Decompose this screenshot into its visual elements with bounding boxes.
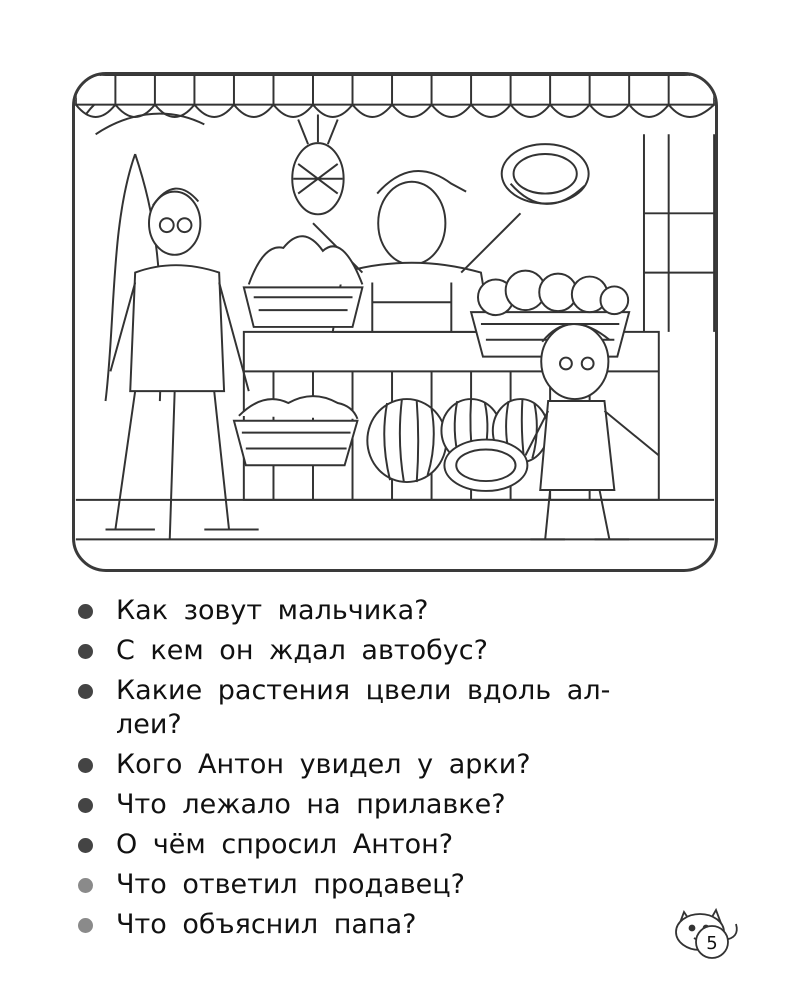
question-item [72,674,732,742]
question-text: О чём спросил Антон? [116,829,454,860]
question-text: С кем он ждал автобус? [116,635,488,666]
market-illustration [72,72,718,572]
awning-icon [76,75,714,117]
question-item [72,828,732,862]
cat-icon [670,898,750,968]
question-list [72,594,732,948]
bullet-icon [78,878,93,893]
question-item [72,594,732,628]
bullet-icon [78,758,93,773]
question-item [72,908,732,942]
question-item [72,868,732,902]
page-number: 5 [706,933,718,954]
bullet-icon [78,684,93,699]
market-scene [75,75,715,569]
question-item [72,634,732,668]
question-text: Что объяснил папа? [116,909,417,940]
bullet-icon [78,604,93,619]
question-text: Что ответил продавец? [116,869,465,900]
pineapple-icon [292,115,343,215]
question-text: Кого Антон увидел у арки? [116,749,531,780]
bullet-icon [78,918,93,933]
question-item [72,748,732,782]
bullet-icon [78,644,93,659]
question-text: Что лежало на прилавке? [116,789,506,820]
bullet-icon [78,838,93,853]
bullet-icon [78,798,93,813]
question-text: Как зовут мальчика? [116,595,429,626]
question-text: Какие растения цвели вдоль ал- леи? [116,675,611,740]
page-number-badge [670,898,750,968]
father-figure [106,189,259,540]
question-item [72,788,732,822]
watermelon-icon [502,144,589,204]
